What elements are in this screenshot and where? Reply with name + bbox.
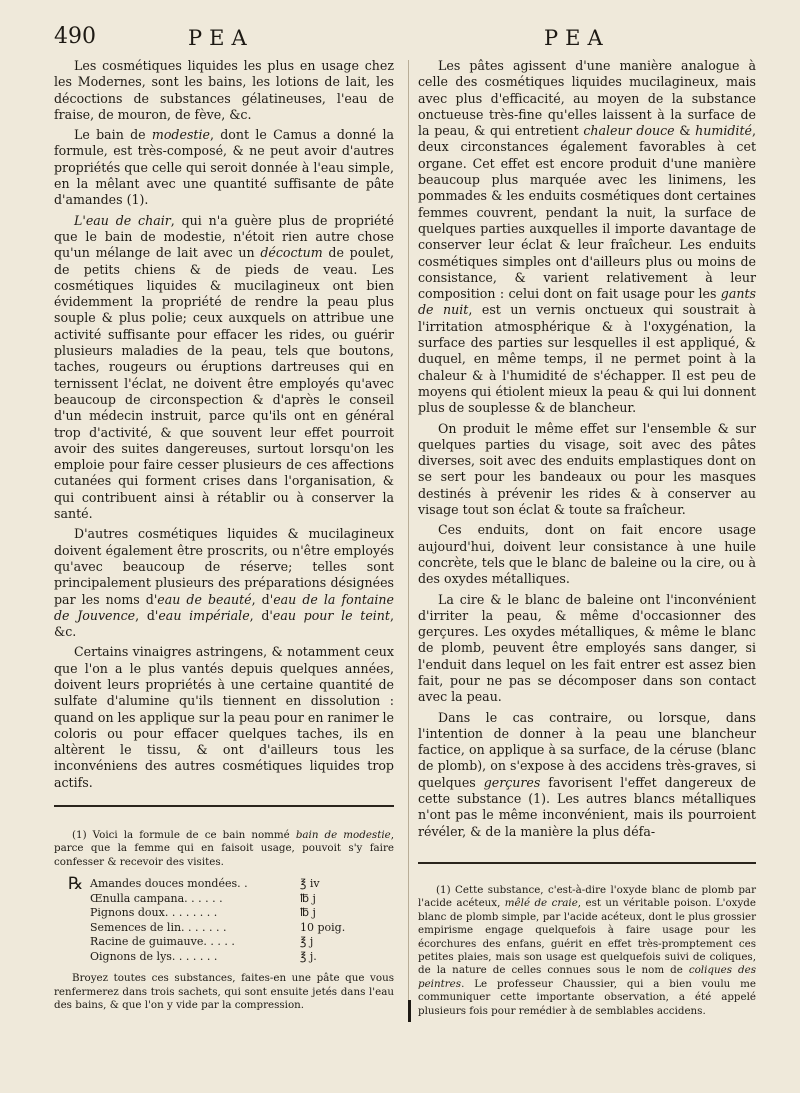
left-column — [54, 58, 394, 1013]
recipe-symbol: ℞ — [68, 874, 84, 895]
paragraph: L'eau de chair, qui n'a guère plus de propriété que le bain de modestie, n'étoit rien autre chose qu'un mélange de lait avec un décoctum de poulet, de petits chiens & de pieds de veau. Les cosmétiques liquides & mucilagineux ont bien évidemment la propriété de rendre la peau plus souple & plus polie; ceux auxquels on attribue une activité suffisante pour effacer les rides, ou guérir plusieurs maladies de la peau, tels que boutons, taches, rougeurs ou éruptions dartreuses qui en ternissent l'éclat, ne doivent être employés qu'avec beaucoup de circonspection & d'après le conseil d'un médecin instruit, parce qu'ils ont en général trop d'activité, & que souvent leur effet pourroit avoir des suites dangereuses, surtout lorsqu'on les emploie pour faire cesser plusieurs de ces affections cutanées qui forment crises dans l'organisation, & qui contribuent ainsi à rétablir ou à conserver la santé. — [54, 212, 395, 522]
recipe-row: Semences de lin. . . . . . . 10 poig. — [90, 920, 346, 934]
running-title-left: PEA — [188, 26, 254, 50]
right-column — [418, 58, 756, 1018]
footnote: (1) Voici la formule de ce bain nommé bain de modestie, parce que la femme qui en faisoit usage, pouvoit s'y faire confesser & recevoir des visites. — [54, 829, 395, 868]
paragraph: Dans le cas contraire, ou lorsque, dans l'intention de donner à la peau une blancheur factice, on applique à sa surface, de la céruse (blanc de plomb), on s'expose à des accidens très-graves, si quelques gerçures favorisent l'effet dangereux de cette substance (1). Les autres blancs métalliques n'ont pas le même inconvénient, mais ils pourroient révéler, & de la manière la plus défa- — [418, 709, 756, 839]
recipe-row: Pignons doux. . . . . . . . ℔ j — [90, 906, 316, 920]
paragraph: La cire & le blanc de baleine ont l'inconvénient d'irriter la peau, & même d'occasionner des gerçures. Les oxydes métalliques, & même le blanc de plomb, peuvent être employés sans danger, si l'enduit dans lequel on les fait entrer est assez bien fait, pour ne pas se décomposer dans son contact avec la peau. — [418, 591, 756, 705]
paragraph: On produit le même effet sur l'ensemble & sur quelques parties du visage, soit avec des pâtes diverses, soit avec des enduits emplastiques dont on se sert pour les bandeaux ou pour les masques destinés à prévenir les rides & à conserver au visage tout son éclat & toute sa fraîcheur. — [418, 420, 756, 518]
running-header — [0, 24, 800, 54]
recipe-list — [68, 874, 394, 964]
footnote-rule — [418, 862, 756, 864]
recipe-row: Œnulla campana. . . . . . ℔ j — [90, 891, 316, 905]
margin-bracket — [408, 1000, 411, 1022]
paragraph: Les pâtes agissent d'une manière analogue à celle des cosmétiques liquides mucilagineux, mais avec plus d'efficacité, au moyen de la substance onctueuse très-fine qu'elles laissent à la surface de la peau, & qui entretient chaleur douce & humidité, deux circonstances également favorables à cet organe. Cet effet est encore produit d'une manière beaucoup plus marquée avec les linimens, les pommades & les enduits cosmétiques dont certaines femmes couvrent, pendant la nuit, la surface de quelques parties auxquelles il importe davantage de conserver leur éclat & leur fraîcheur. Les enduits cosmétiques simples ont d'ailleurs plus ou moins de consistance, & varient relativement à leur composition : celui dont on fait usage pour les gants de nuit, est un vernis onctueux qui soustrait à l'irritation atmosphérique & à l'oxygénation, la surface des parties sur lesquelles il est appliqué, & duquel, en même temps, il ne permet point à la chaleur & à l'humidité de s'échapper. Il est peu de moyens qui étiolent mieux la peau & qui lui donnent plus de souplesse & de blancheur. — [418, 58, 756, 416]
running-title-right: PEA — [544, 26, 610, 50]
paragraph: Ces enduits, dont on fait encore usage aujourd'hui, doivent leur consistance à une huile concrète, tels que le blanc de baleine ou la cire, ou à des oxydes métalliques. — [418, 522, 756, 587]
paragraph: Le bain de modestie, dont le Camus a donné la formule, est très-composé, & ne peut avoir d'autres propriétés que celle qui seroit donnée à l'eau simple, en la mêlant avec une quantité suffisante de pâte d'amandes (1). — [54, 127, 394, 208]
recipe-row: ℞ Amandes douces mondées. . ℥ iv — [68, 874, 320, 895]
column-divider — [408, 60, 409, 1020]
footnote: (1) Cette substance, c'est-à-dire l'oxyde blanc de plomb par l'acide acéteux, mêlé de craie, est un véritable poison. L'oxyde blanc de plomb simple, par l'acide acéteux, dont le plus grossier empirisme engage quelquefois à faire usage pour les écorchures des enfans, guérit en effet très-promptement ces petites plaies, mais son usage est quelquefois suivi de coliques, de la nature de celles connues sous le nom de coliques des peintres. Le professeur Chaussier, qui a bien voulu me communiquer cette importante observation, a été appelé plusieurs fois pour remédier à de semblables accidens. — [418, 883, 757, 1017]
recipe-row: Racine de guimauve. . . . . ℥ j — [90, 935, 314, 949]
paragraph: D'autres cosmétiques liquides & mucilagineux doivent également être proscrits, ou n'être employés qu'avec beaucoup de réserve; telles sont principalement plusieurs des préparations désignées par les noms d'eau de beauté, d'eau de la fontaine de Jouvence, d'eau impériale, d'eau pour le teint, &c. — [54, 526, 394, 640]
paragraph: Les cosmétiques liquides les plus en usage chez les Modernes, sont les bains, les lotions de lait, les décoctions de substances gélatineuses, l'eau de fraise, de mouron, de fève, &c. — [54, 58, 394, 122]
recipe-row: Oignons de lys. . . . . . . ℥ j. — [90, 949, 317, 963]
footnote-rule — [54, 805, 394, 807]
paragraph: Certains vinaigres astringens, & notamment ceux que l'on a le plus vantés depuis quelques années, doivent leurs propriétés à une certaine quantité de sulfate d'alumine qu'ils tiennent en dissolution : quand on les applique sur la peau pour en ranimer le coloris ou pour effacer quelques taches, ils en altèrent le tissu, & ont d'ailleurs tous les inconvéniens des autres cosmétiques liquides trop actifs. — [54, 644, 395, 790]
footnote-continued: Broyez toutes ces substances, faites-en une pâte que vous renfermerez dans trois sachets, qui sont ensuite jetés dans l'eau des bains, & que l'on y vide par la compression. — [54, 972, 394, 1012]
page-number: 490 — [54, 24, 96, 49]
